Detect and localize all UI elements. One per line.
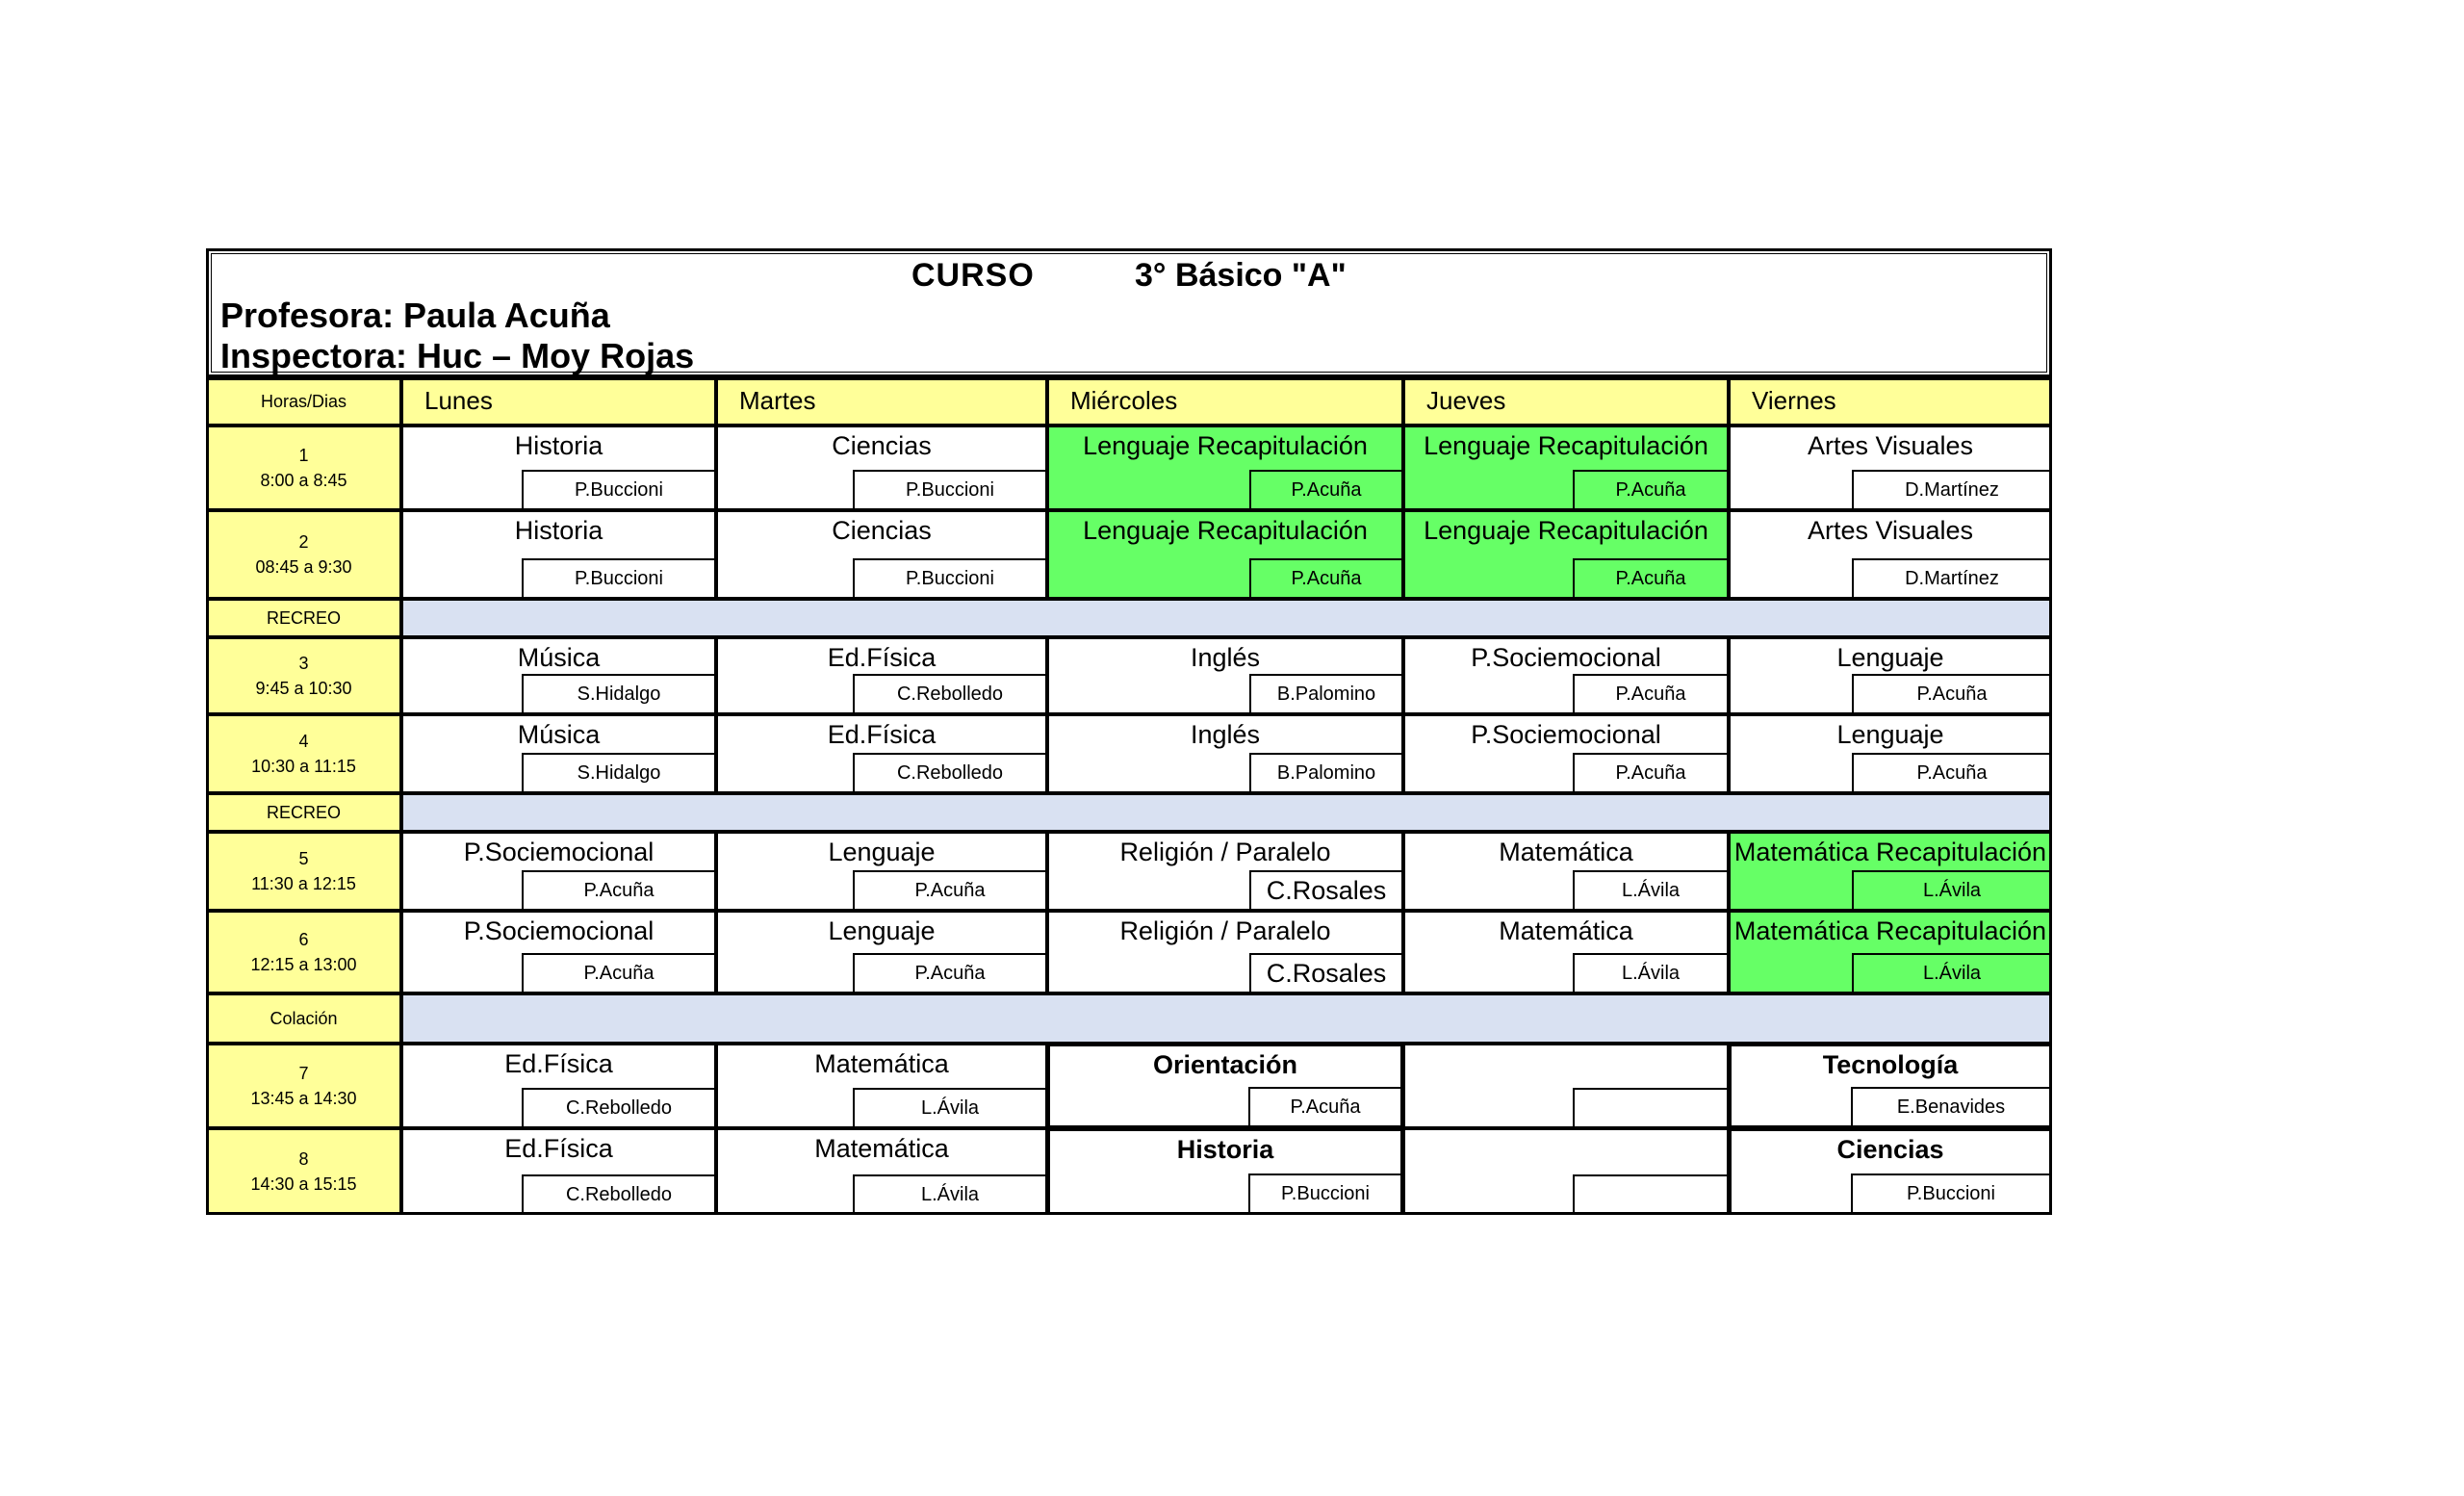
class-cell bbox=[716, 426, 1047, 510]
subject-name: Lenguaje Recapitulación bbox=[1424, 431, 1708, 460]
teacher-name: P.Acuña bbox=[1249, 470, 1401, 508]
class-cell bbox=[1729, 510, 2052, 599]
subject-name: Ciencias bbox=[1836, 1135, 1944, 1164]
subject-name: Lenguaje bbox=[1836, 643, 1944, 672]
class-cell bbox=[1403, 911, 1729, 993]
teacher-name: P.Acuña bbox=[1249, 558, 1401, 597]
subject-name: Ed.Física bbox=[504, 1049, 613, 1078]
subject-name: P.Sociemocional bbox=[1471, 643, 1661, 672]
break-label: RECREO bbox=[206, 793, 401, 832]
class-cell bbox=[401, 1044, 716, 1128]
break-label: Colación bbox=[206, 993, 401, 1044]
teacher-name: P.Buccioni bbox=[522, 558, 714, 597]
class-cell bbox=[1729, 426, 2052, 510]
class-cell bbox=[716, 637, 1047, 714]
subject-name: Lenguaje bbox=[828, 916, 936, 945]
class-cell bbox=[716, 510, 1047, 599]
teacher-name: P.Acuña bbox=[1852, 674, 2050, 712]
teacher-name: B.Palomino bbox=[1249, 753, 1401, 791]
class-cell bbox=[1729, 911, 2052, 993]
schedule-header bbox=[206, 248, 2052, 377]
period-number: 1 bbox=[298, 446, 309, 465]
period-range: 10:30 a 11:15 bbox=[251, 757, 356, 776]
period-number: 7 bbox=[298, 1064, 309, 1083]
period-range: 9:45 a 10:30 bbox=[255, 679, 352, 698]
teacher-name: C.Rebolledo bbox=[522, 1088, 714, 1126]
subject-name: Música bbox=[517, 720, 601, 749]
subject-name: Matemática bbox=[1499, 838, 1633, 866]
class-cell bbox=[1403, 510, 1729, 599]
teacher-name: C.Rebolledo bbox=[853, 674, 1045, 712]
teacher-name: B.Palomino bbox=[1249, 674, 1401, 712]
teacher-name: S.Hidalgo bbox=[522, 674, 714, 712]
period-range: 11:30 a 12:15 bbox=[251, 874, 356, 893]
period-range: 14:30 a 15:15 bbox=[250, 1174, 357, 1194]
subject-name: Historia bbox=[1176, 1135, 1274, 1164]
class-cell bbox=[1047, 832, 1403, 911]
teacher-name: L.Ávila bbox=[853, 1088, 1045, 1126]
teacher-name: P.Buccioni bbox=[853, 558, 1045, 597]
subject-name: Ed.Física bbox=[827, 643, 937, 672]
teacher-name: D.Martínez bbox=[1852, 470, 2050, 508]
subject-name: Religión / Paralelo bbox=[1119, 916, 1331, 945]
class-cell bbox=[1403, 1128, 1729, 1215]
course-name: 3° Básico "A" bbox=[1135, 257, 1347, 294]
teacher-name: D.Martínez bbox=[1852, 558, 2050, 597]
teacher-name: P.Buccioni bbox=[522, 470, 714, 508]
subject-name: Tecnología bbox=[1822, 1050, 1959, 1079]
teacher-name: P.Acuña bbox=[522, 953, 714, 992]
day-header: Jueves bbox=[1403, 377, 1729, 426]
teacher-name: L.Ávila bbox=[853, 1174, 1045, 1213]
period-number: 5 bbox=[298, 849, 309, 868]
subject-name: Lenguaje bbox=[1836, 720, 1944, 749]
teacher-name: P.Buccioni bbox=[1851, 1174, 2049, 1212]
schedule-sheet bbox=[206, 248, 2052, 1211]
teacher-name: L.Ávila bbox=[1852, 870, 2050, 909]
class-cell bbox=[1403, 1044, 1729, 1128]
class-cell bbox=[1403, 832, 1729, 911]
teacher-name: P.Acuña bbox=[1573, 753, 1727, 791]
subject-name: Religión / Paralelo bbox=[1119, 838, 1331, 866]
class-cell bbox=[716, 911, 1047, 993]
subject-name: Inglés bbox=[1190, 643, 1261, 672]
subject-name: Ed.Física bbox=[504, 1134, 613, 1163]
teacher-name: S.Hidalgo bbox=[522, 753, 714, 791]
period-time bbox=[206, 1128, 401, 1215]
subject-name: Matemática Recapitulación bbox=[1733, 916, 2047, 945]
class-cell bbox=[1047, 1044, 1403, 1128]
class-cell bbox=[1403, 714, 1729, 793]
subject-name: P.Sociemocional bbox=[463, 916, 654, 945]
teacher-name: L.Ávila bbox=[1573, 953, 1727, 992]
period-range: 8:00 a 8:45 bbox=[260, 471, 347, 490]
subject-name: Artes Visuales bbox=[1807, 431, 1974, 460]
teacher-name: L.Ávila bbox=[1573, 870, 1727, 909]
subject-name: Matemática bbox=[814, 1049, 949, 1078]
subject-name: Matemática Recapitulación bbox=[1733, 838, 2047, 866]
class-cell bbox=[401, 510, 716, 599]
day-header: Miércoles bbox=[1047, 377, 1403, 426]
class-cell bbox=[1729, 832, 2052, 911]
subject-name: P.Sociemocional bbox=[463, 838, 654, 866]
subject-name: Ciencias bbox=[832, 431, 932, 460]
break-band bbox=[401, 599, 2052, 637]
inspector-name: Inspectora: Huc – Moy Rojas bbox=[220, 336, 695, 375]
subject-name: Ciencias bbox=[832, 516, 932, 545]
subject-name: Música bbox=[517, 643, 601, 672]
teacher-name: L.Ávila bbox=[1852, 953, 2050, 992]
subject-name: Matemática bbox=[1499, 916, 1633, 945]
class-cell bbox=[1729, 714, 2052, 793]
class-cell bbox=[1729, 1044, 2052, 1128]
break-band bbox=[401, 793, 2052, 832]
subject-name: Lenguaje bbox=[828, 838, 936, 866]
period-number: 3 bbox=[298, 654, 309, 673]
class-cell bbox=[716, 832, 1047, 911]
class-cell bbox=[401, 426, 716, 510]
subject-name: Artes Visuales bbox=[1807, 516, 1974, 545]
period-time bbox=[206, 832, 401, 911]
teacher-name: P.Acuña bbox=[1573, 558, 1727, 597]
period-time bbox=[206, 510, 401, 599]
period-number: 6 bbox=[298, 930, 309, 949]
period-number: 2 bbox=[298, 532, 309, 552]
subject-name: Orientación bbox=[1152, 1050, 1298, 1079]
subject-name: P.Sociemocional bbox=[1471, 720, 1661, 749]
break-label: RECREO bbox=[206, 599, 401, 637]
class-cell bbox=[1047, 510, 1403, 599]
subject-name: Lenguaje Recapitulación bbox=[1424, 516, 1708, 545]
class-cell bbox=[716, 714, 1047, 793]
day-header: Viernes bbox=[1729, 377, 2052, 426]
subject-name: Ed.Física bbox=[827, 720, 937, 749]
class-cell bbox=[1729, 637, 2052, 714]
period-time bbox=[206, 911, 401, 993]
teacher-name: P.Acuña bbox=[1248, 1087, 1400, 1125]
class-cell bbox=[401, 714, 716, 793]
teacher-name: P.Acuña bbox=[1573, 470, 1727, 508]
corner-header: Horas/Dias bbox=[206, 377, 401, 426]
teacher-name: P.Acuña bbox=[1573, 674, 1727, 712]
subject-name: Lenguaje Recapitulación bbox=[1083, 431, 1368, 460]
class-cell bbox=[1729, 1128, 2052, 1215]
day-header: Lunes bbox=[401, 377, 716, 426]
period-time bbox=[206, 637, 401, 714]
teacher-name: C.Rosales bbox=[1249, 953, 1401, 992]
period-number: 4 bbox=[298, 732, 309, 751]
teacher-name: P.Buccioni bbox=[853, 470, 1045, 508]
teacher-name: P.Acuña bbox=[522, 870, 714, 909]
subject-name: Lenguaje Recapitulación bbox=[1083, 516, 1368, 545]
class-cell bbox=[1047, 426, 1403, 510]
class-cell bbox=[401, 911, 716, 993]
class-cell bbox=[1047, 714, 1403, 793]
teacher-name: P.Acuña bbox=[853, 870, 1045, 909]
class-cell bbox=[401, 1128, 716, 1215]
teacher-name: Profesora: Paula Acuña bbox=[220, 296, 610, 335]
period-range: 12:15 a 13:00 bbox=[250, 955, 357, 974]
subject-name: Matemática bbox=[814, 1134, 949, 1163]
class-cell bbox=[1047, 911, 1403, 993]
period-time bbox=[206, 1044, 401, 1128]
teacher-name bbox=[1573, 1174, 1727, 1213]
class-cell bbox=[1047, 1128, 1403, 1215]
class-cell bbox=[1403, 426, 1729, 510]
teacher-name: P.Acuña bbox=[1852, 753, 2050, 791]
period-range: 13:45 a 14:30 bbox=[250, 1089, 357, 1108]
subject-name: Inglés bbox=[1190, 720, 1261, 749]
class-cell bbox=[716, 1044, 1047, 1128]
teacher-name: E.Benavides bbox=[1851, 1087, 2049, 1125]
teacher-name: P.Acuña bbox=[853, 953, 1045, 992]
period-number: 8 bbox=[298, 1149, 309, 1169]
subject-name: Historia bbox=[514, 431, 603, 460]
day-header: Martes bbox=[716, 377, 1047, 426]
period-time bbox=[206, 714, 401, 793]
class-cell bbox=[1047, 637, 1403, 714]
period-time bbox=[206, 426, 401, 510]
class-cell bbox=[1403, 637, 1729, 714]
break-band bbox=[401, 993, 2052, 1044]
period-range: 08:45 a 9:30 bbox=[255, 557, 352, 577]
teacher-name: C.Rosales bbox=[1249, 870, 1401, 909]
teacher-name: C.Rebolledo bbox=[522, 1174, 714, 1213]
teacher-name bbox=[1573, 1088, 1727, 1126]
teacher-name: P.Buccioni bbox=[1248, 1174, 1400, 1212]
class-cell bbox=[716, 1128, 1047, 1215]
curso-label: CURSO bbox=[911, 257, 1035, 294]
teacher-name: C.Rebolledo bbox=[853, 753, 1045, 791]
class-cell bbox=[401, 832, 716, 911]
class-cell bbox=[401, 637, 716, 714]
subject-name: Historia bbox=[514, 516, 603, 545]
